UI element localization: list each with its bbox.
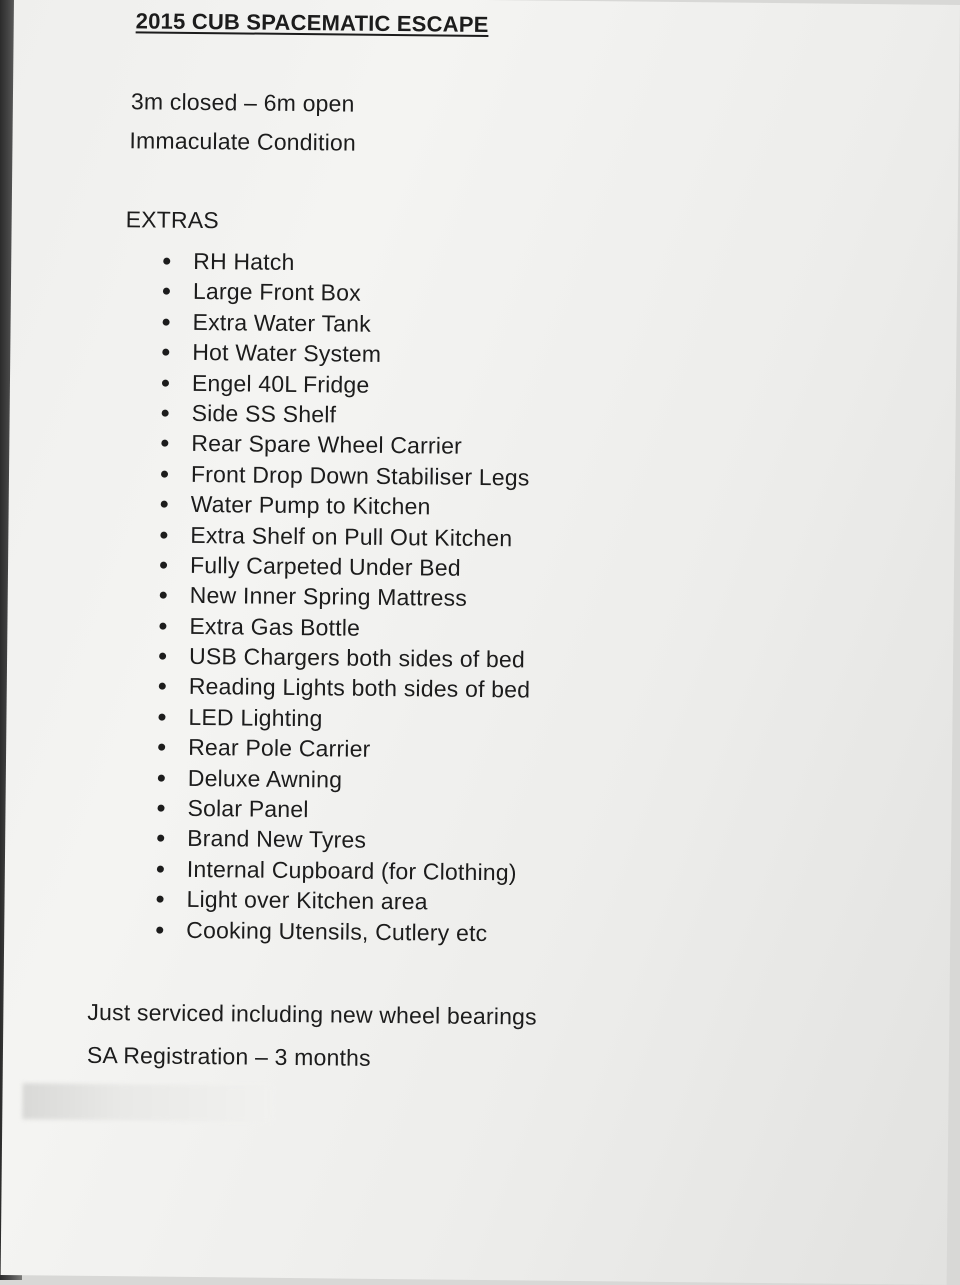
size-line: 3m closed – 6m open (130, 88, 355, 117)
list-item: Front Drop Down Stabiliser Legs (159, 458, 533, 492)
list-item: Hot Water System (160, 337, 534, 371)
redacted-area (22, 1083, 272, 1122)
list-item: Light over Kitchen area (154, 884, 528, 918)
service-line: Just serviced including new wheel bearings (87, 998, 537, 1030)
extras-heading: EXTRAS (125, 206, 220, 234)
list-item: RH Hatch (161, 246, 535, 280)
list-item: LED Lighting (156, 701, 530, 735)
list-item: USB Chargers both sides of bed (157, 641, 531, 675)
list-item: Extra Shelf on Pull Out Kitchen (158, 519, 532, 553)
registration-line: SA Registration – 3 months (86, 1041, 371, 1071)
list-item: Rear Spare Wheel Carrier (159, 428, 533, 462)
list-item: Internal Cupboard (for Clothing) (155, 853, 529, 887)
condition-line: Immaculate Condition (129, 127, 357, 156)
list-item: Reading Lights both sides of bed (157, 671, 531, 705)
paper-sheet (1, 0, 960, 1285)
list-item: Water Pump to Kitchen (159, 489, 533, 523)
list-item: New Inner Spring Mattress (158, 580, 532, 614)
list-item: Fully Carpeted Under Bed (158, 549, 532, 583)
list-item: Large Front Box (161, 276, 535, 310)
list-item: Side SS Shelf (160, 398, 534, 432)
list-item: Engel 40L Fridge (160, 367, 534, 401)
list-item: Extra Gas Bottle (157, 610, 531, 644)
list-item: Cooking Utensils, Cutlery etc (154, 914, 528, 948)
document-title: 2015 CUB SPACEMATIC ESCAPE (135, 8, 489, 38)
list-item: Rear Pole Carrier (156, 732, 530, 766)
list-item: Brand New Tyres (155, 823, 529, 857)
list-item: Solar Panel (155, 793, 529, 827)
extras-list (154, 246, 535, 949)
list-item: Deluxe Awning (156, 762, 530, 796)
list-item: Extra Water Tank (160, 306, 534, 340)
